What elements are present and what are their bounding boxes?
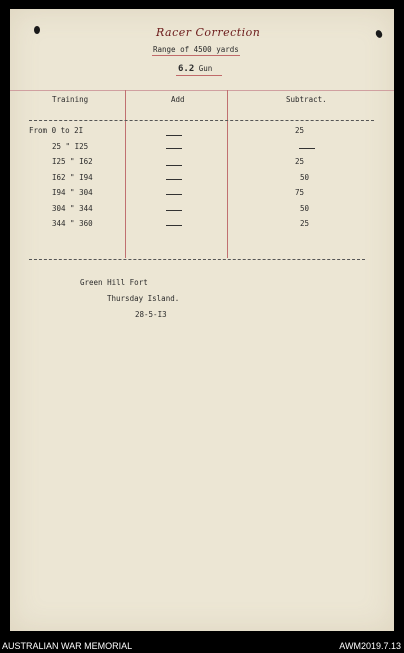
punch-hole	[34, 26, 40, 34]
gun-number: 6.2	[178, 64, 195, 74]
training-range: I62 " I94	[52, 172, 93, 182]
place-line-1: Green Hill Fort	[80, 278, 148, 287]
place-line-2: Thursday Island.	[107, 294, 180, 303]
subtract-value: 25	[295, 126, 305, 135]
training-range: From 0 to 2I	[29, 126, 84, 135]
document-date: 28-5-I3	[135, 310, 167, 319]
table-row	[10, 126, 394, 136]
gun-label	[178, 64, 212, 74]
punch-hole	[375, 29, 384, 39]
table-bottom-rule	[29, 259, 365, 260]
column-header-subtract: Subtract.	[286, 95, 327, 104]
add-dash	[166, 225, 182, 226]
add-dash	[166, 179, 182, 180]
handwritten-title: Racer Correction	[156, 26, 261, 39]
subtract-value: 25	[295, 157, 305, 166]
table-row	[10, 142, 394, 152]
gun-text: Gun	[198, 64, 213, 73]
add-dash	[166, 135, 182, 136]
gun-underline	[176, 75, 222, 76]
subtract-value: 25	[300, 219, 310, 228]
table-row	[10, 188, 394, 198]
training-range: 25 " I25	[52, 141, 89, 151]
column-header-training: Training	[52, 95, 89, 104]
subtract-value: 75	[295, 188, 305, 197]
column-header-add: Add	[171, 95, 185, 104]
footer-institution: AUSTRALIAN WAR MEMORIAL	[2, 641, 133, 651]
header-separator	[29, 120, 374, 121]
training-range: I94 " 304	[52, 188, 93, 197]
add-dash	[166, 148, 182, 149]
training-range: I25 " I62	[52, 157, 93, 166]
table-row	[10, 204, 394, 214]
training-range: 344 " 360	[52, 219, 93, 228]
heading-underline	[152, 55, 240, 56]
table-row	[10, 157, 394, 167]
add-dash	[166, 194, 182, 195]
table-row	[10, 173, 394, 183]
footer-accession-number: AWM2019.7.13	[339, 641, 401, 651]
subtract-value: 50	[300, 172, 310, 182]
range-heading: Range of 4500 yards	[153, 45, 239, 54]
add-dash	[166, 165, 182, 166]
subtract-value	[299, 148, 315, 149]
table-top-rule	[10, 90, 394, 91]
subtract-value: 50	[300, 203, 310, 213]
add-dash	[166, 210, 182, 211]
training-range: 304 " 344	[52, 203, 93, 213]
table-row	[10, 219, 394, 229]
document-page	[10, 9, 394, 631]
